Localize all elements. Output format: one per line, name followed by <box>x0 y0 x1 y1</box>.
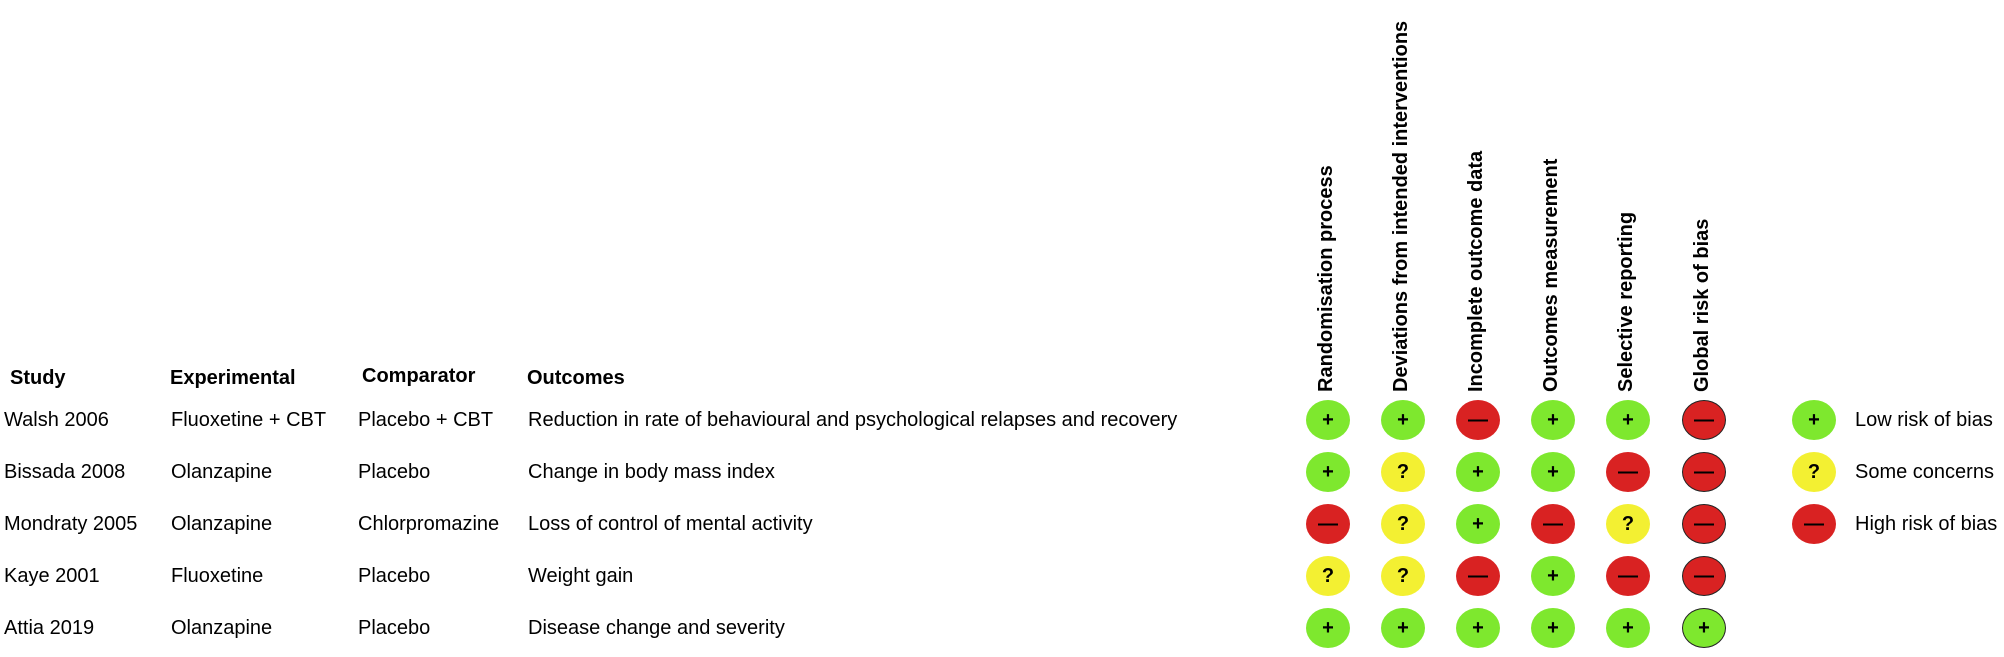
cell-study: Walsh 2006 <box>4 409 109 431</box>
cell-outcomes: Reduction in rate of behavioural and psychological relapses and recovery <box>528 409 1178 431</box>
rating-symbol: ? <box>1321 564 1335 587</box>
rating-some-icon <box>1381 504 1425 544</box>
rating-high-icon <box>1682 556 1726 596</box>
header-experimental: Experimental <box>170 367 296 389</box>
rating-symbol: + <box>1472 616 1484 639</box>
rating-symbol: + <box>1547 564 1559 587</box>
rating-low-icon <box>1531 556 1575 596</box>
legend-symbol: ? <box>1807 460 1821 483</box>
cell-outcomes: Disease change and severity <box>528 617 785 639</box>
rating-symbol: ? <box>1396 512 1410 535</box>
rating-symbol: ? <box>1621 512 1635 535</box>
legend-low-icon <box>1792 400 1836 440</box>
rating-symbol: + <box>1322 408 1334 431</box>
rating-low-icon <box>1531 608 1575 648</box>
rating-symbol: + <box>1547 408 1559 431</box>
cell-comparator: Placebo <box>358 617 431 639</box>
rating-high-icon <box>1682 452 1726 492</box>
rating-low-icon <box>1456 608 1500 648</box>
rating-symbol: ? <box>1396 460 1410 483</box>
legend-symbol: + <box>1808 408 1820 431</box>
rating-symbol: + <box>1397 408 1409 431</box>
cell-experimental: Olanzapine <box>171 461 273 483</box>
rating-low-icon <box>1306 608 1350 648</box>
rating-high-icon <box>1306 504 1350 544</box>
legend-label: Low risk of bias <box>1855 409 1993 431</box>
cell-comparator: Chlorpromazine <box>358 513 500 535</box>
rating-high-icon <box>1682 400 1726 440</box>
legend-some-icon <box>1792 452 1836 492</box>
rating-low-icon <box>1682 608 1726 648</box>
rating-symbol: — <box>1694 512 1714 535</box>
cell-experimental: Olanzapine <box>171 617 273 639</box>
cell-comparator: Placebo + CBT <box>358 409 494 431</box>
domain-label: Global risk of bias <box>1691 218 1713 392</box>
rating-low-icon <box>1306 452 1350 492</box>
rating-symbol: — <box>1318 512 1338 535</box>
rating-symbol: + <box>1322 460 1334 483</box>
rating-low-icon <box>1381 608 1425 648</box>
cell-comparator: Placebo <box>358 565 431 587</box>
rating-high-icon <box>1682 504 1726 544</box>
rating-some-icon <box>1606 504 1650 544</box>
rating-symbol: + <box>1472 460 1484 483</box>
cell-study: Mondraty 2005 <box>4 513 138 535</box>
cell-comparator: Placebo <box>358 461 431 483</box>
rating-symbol: — <box>1694 564 1714 587</box>
rating-symbol: + <box>1472 512 1484 535</box>
domain-label: Outcomes measurement <box>1540 158 1562 392</box>
rating-symbol: ? <box>1396 564 1410 587</box>
cell-study: Bissada 2008 <box>4 461 126 483</box>
rating-high-icon <box>1606 452 1650 492</box>
rating-high-icon <box>1606 556 1650 596</box>
rating-symbol: — <box>1694 408 1714 431</box>
cell-experimental: Fluoxetine <box>171 565 264 587</box>
cell-study: Attia 2019 <box>4 617 95 639</box>
legend-high-icon <box>1792 504 1836 544</box>
legend-label: Some concerns <box>1855 461 1994 483</box>
cell-study: Kaye 2001 <box>4 565 100 587</box>
rating-symbol: + <box>1622 408 1634 431</box>
rating-low-icon <box>1306 400 1350 440</box>
rating-symbol: — <box>1618 564 1638 587</box>
rating-low-icon <box>1456 504 1500 544</box>
domain-label: Randomisation process <box>1315 165 1337 392</box>
rating-symbol: + <box>1322 616 1334 639</box>
rating-low-icon <box>1456 452 1500 492</box>
rating-symbol: + <box>1622 616 1634 639</box>
rating-symbol: + <box>1547 616 1559 639</box>
header-study: Study <box>10 367 66 389</box>
rating-low-icon <box>1531 400 1575 440</box>
domain-label: Incomplete outcome data <box>1465 150 1487 392</box>
cell-experimental: Olanzapine <box>171 513 273 535</box>
rating-symbol: + <box>1547 460 1559 483</box>
rating-some-icon <box>1306 556 1350 596</box>
rating-some-icon <box>1381 452 1425 492</box>
legend-symbol: — <box>1804 512 1824 535</box>
rating-high-icon <box>1456 556 1500 596</box>
cell-experimental: Fluoxetine + CBT <box>171 409 327 431</box>
rating-low-icon <box>1606 400 1650 440</box>
rating-symbol: + <box>1698 616 1710 639</box>
cell-outcomes: Weight gain <box>528 565 634 587</box>
header-comparator: Comparator <box>362 365 476 387</box>
rating-high-icon <box>1531 504 1575 544</box>
rating-symbol: — <box>1618 460 1638 483</box>
cell-outcomes: Loss of control of mental activity <box>528 513 813 535</box>
rating-high-icon <box>1456 400 1500 440</box>
domain-label: Selective reporting <box>1615 211 1637 392</box>
header-outcomes: Outcomes <box>527 367 625 389</box>
rating-low-icon <box>1381 400 1425 440</box>
rating-low-icon <box>1606 608 1650 648</box>
rating-symbol: — <box>1543 512 1563 535</box>
cell-outcomes: Change in body mass index <box>528 461 775 483</box>
domain-label: Deviations from intended interventions <box>1390 20 1412 392</box>
rating-symbol: — <box>1468 564 1488 587</box>
rating-symbol: — <box>1694 460 1714 483</box>
rating-low-icon <box>1531 452 1575 492</box>
legend-label: High risk of bias <box>1855 513 1998 535</box>
rating-symbol: + <box>1397 616 1409 639</box>
rating-symbol: — <box>1468 408 1488 431</box>
rating-some-icon <box>1381 556 1425 596</box>
